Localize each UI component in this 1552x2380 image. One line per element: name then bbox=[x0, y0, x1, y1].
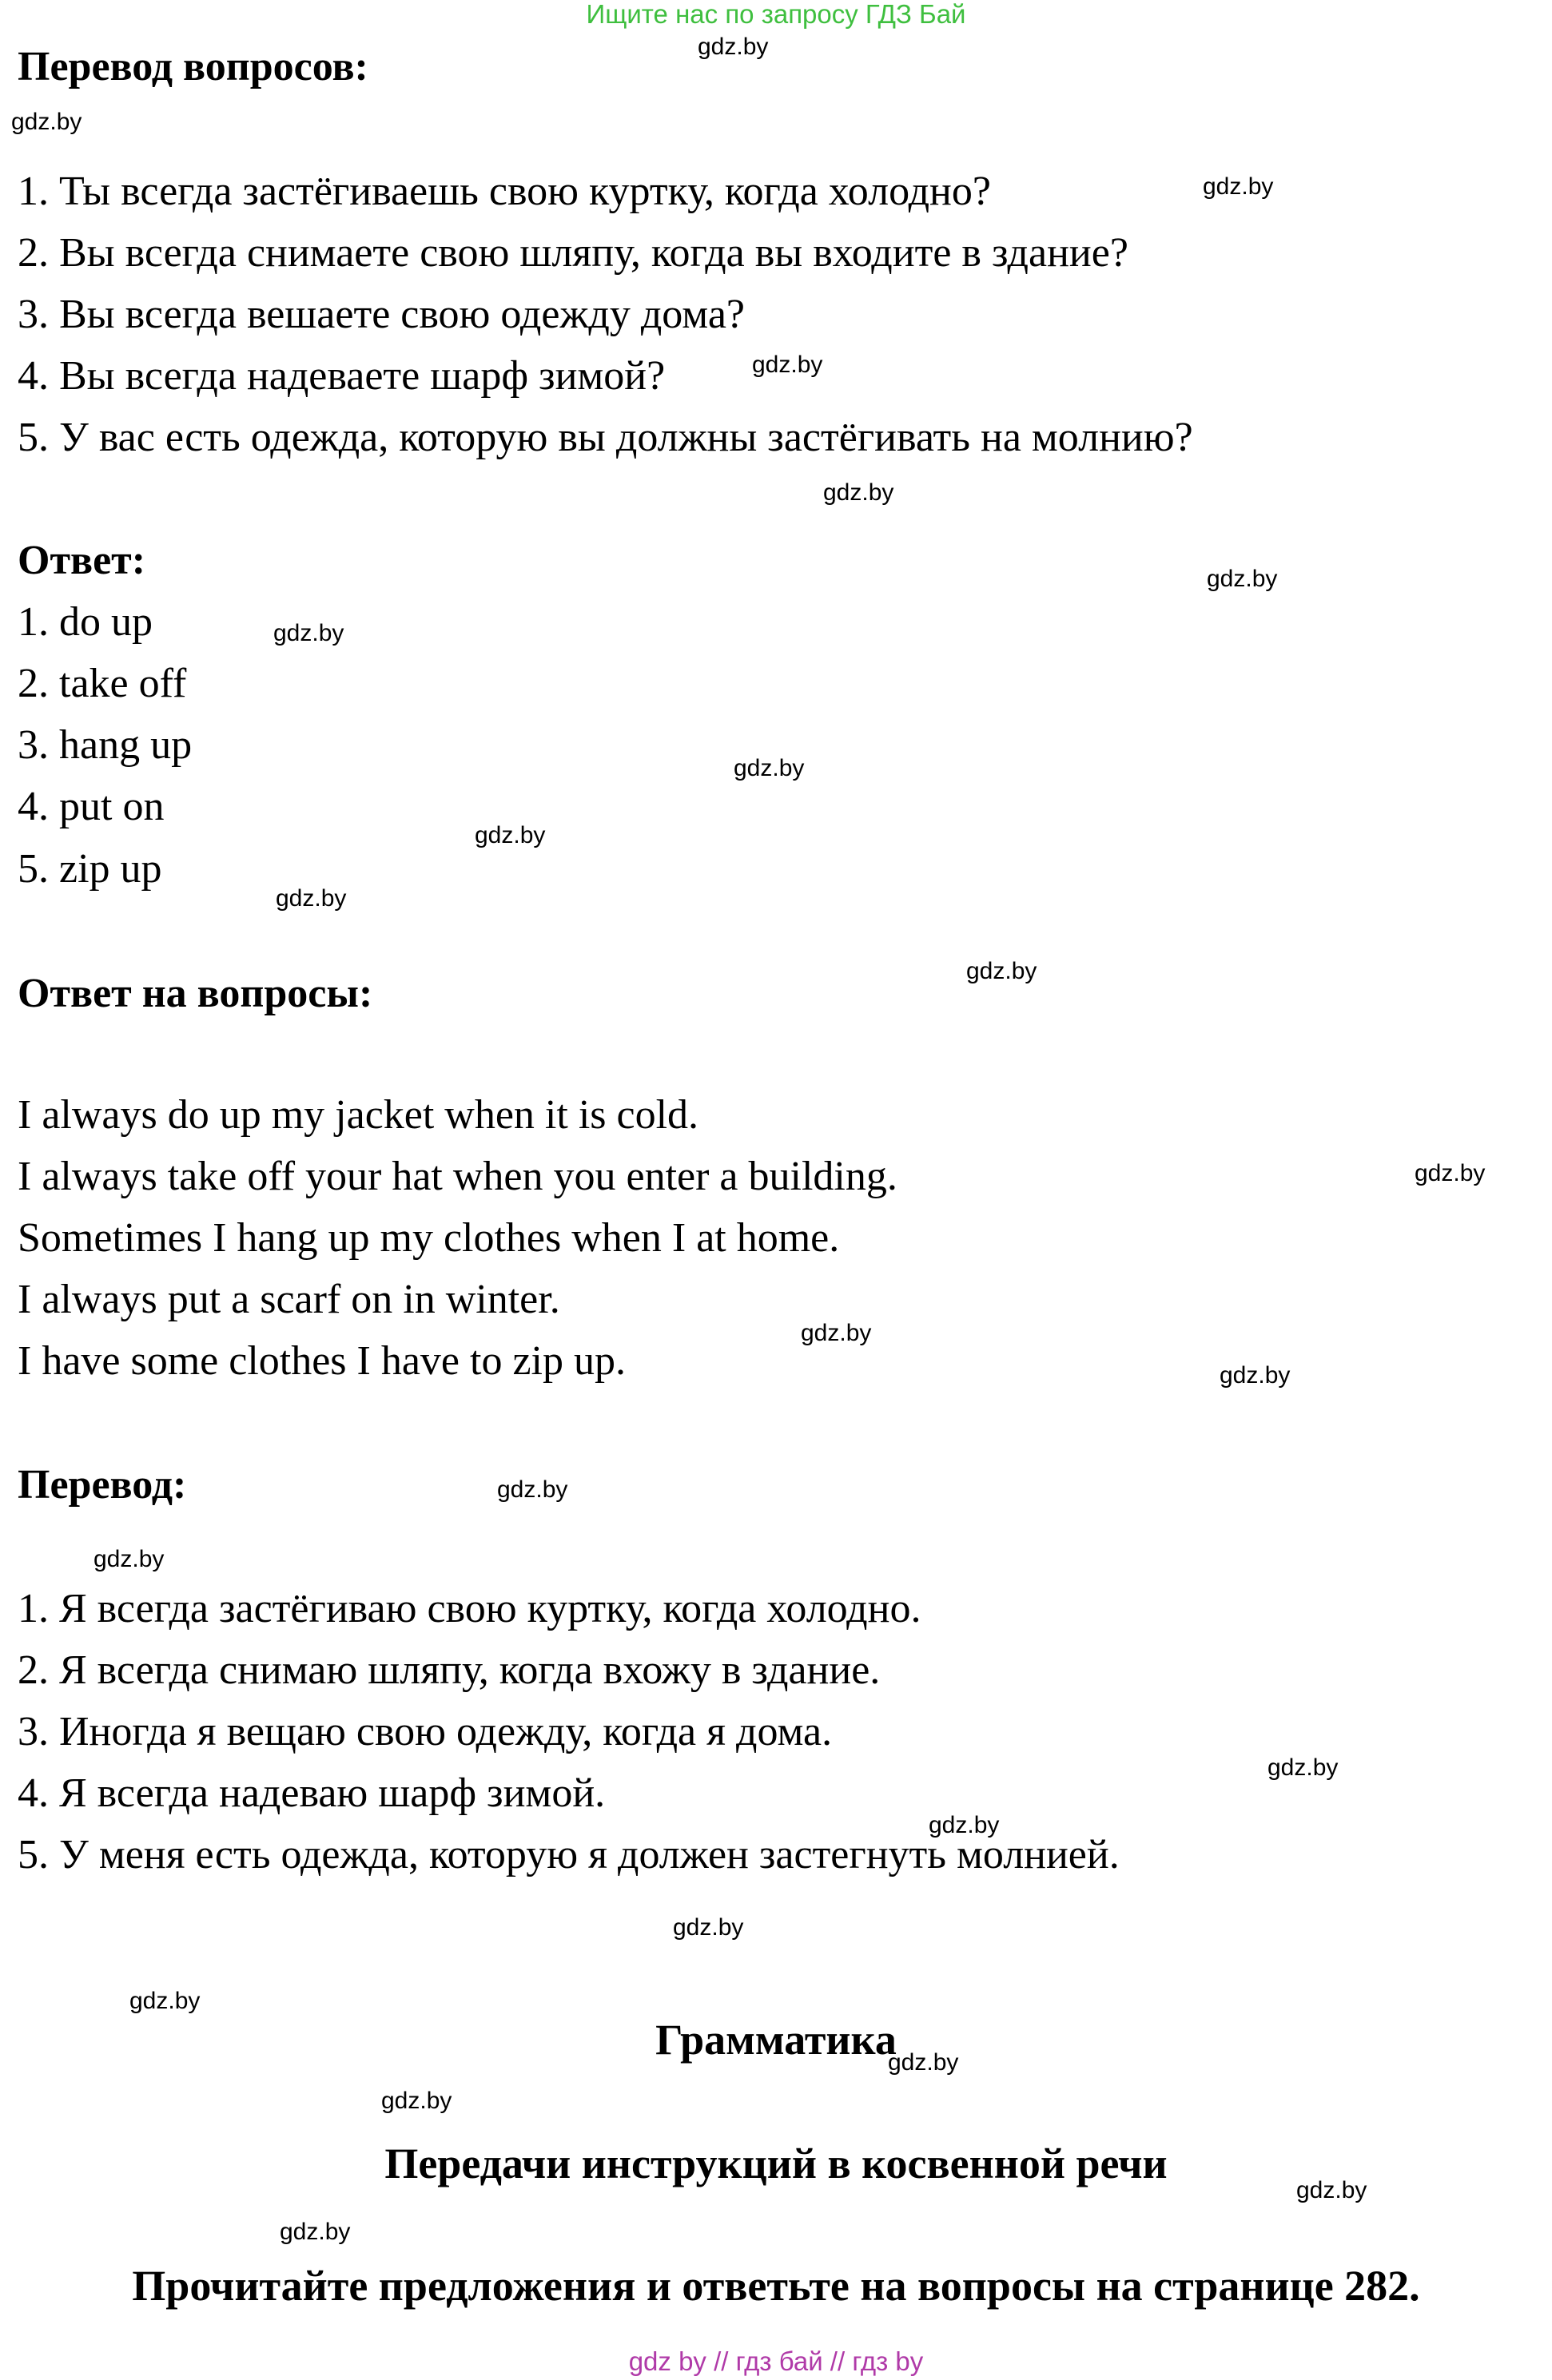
watermark: gdz.by bbox=[11, 109, 82, 135]
watermark: gdz.by bbox=[734, 755, 805, 781]
watermark: gdz.by bbox=[966, 958, 1037, 984]
answers-line-2: I always take off your hat when you enter a building. bbox=[18, 1154, 897, 1199]
watermark: gdz.by bbox=[801, 1320, 872, 1346]
watermark: gdz.by bbox=[673, 1914, 744, 1941]
watermark: gdz.by bbox=[276, 885, 347, 912]
answer-line-1: 1. do up bbox=[18, 599, 153, 645]
watermark: gdz.by bbox=[1267, 1754, 1339, 1781]
watermark: gdz.by bbox=[888, 2049, 959, 2076]
watermark: gdz.by bbox=[1207, 566, 1278, 592]
answer-title: Ответ: bbox=[18, 538, 146, 583]
watermark: gdz.by bbox=[475, 822, 546, 848]
question-translation-line-5: 5. У вас есть одежда, которую вы должны застёгивать на молнию? bbox=[18, 415, 1193, 460]
grammar-title: Грамматика bbox=[655, 2016, 897, 2064]
translation-line-4: 4. Я всегда надеваю шарф зимой. bbox=[18, 1770, 606, 1816]
translation-line-5: 5. У меня есть одежда, которую я должен застегнуть молнией. bbox=[18, 1832, 1120, 1877]
question-translation-line-4: 4. Вы всегда надеваете шарф зимой? bbox=[18, 353, 666, 399]
footer-links: gdz by // гдз бай // гдз by bbox=[628, 2346, 924, 2376]
translation-title: Перевод: bbox=[18, 1462, 187, 1508]
watermark: gdz.by bbox=[129, 1988, 201, 2014]
watermark: gdz.by bbox=[752, 352, 823, 378]
question-translation-title: Перевод вопросов: bbox=[18, 44, 368, 89]
watermark: gdz.by bbox=[823, 479, 894, 506]
answer-line-2: 2. take off bbox=[18, 661, 187, 706]
watermark: gdz.by bbox=[497, 1476, 568, 1503]
watermark: gdz.by bbox=[929, 1812, 1000, 1838]
answers-line-3: Sometimes I hang up my clothes when I at home. bbox=[18, 1215, 840, 1261]
grammar-instruction: Прочитайте предложения и ответьте на вопросы на странице 282. bbox=[132, 2262, 1420, 2310]
answers-line-5: I have some clothes I have to zip up. bbox=[18, 1338, 626, 1384]
answer-line-3: 3. hang up bbox=[18, 722, 193, 768]
watermark: gdz.by bbox=[1296, 2177, 1367, 2203]
watermark: gdz.by bbox=[1203, 173, 1274, 200]
top-banner: Ищите нас по запросу ГДЗ Бай bbox=[586, 0, 966, 29]
watermark: gdz.by bbox=[698, 34, 769, 60]
translation-line-2: 2. Я всегда снимаю шляпу, когда вхожу в здание. bbox=[18, 1647, 881, 1693]
translation-line-3: 3. Иногда я вещаю свою одежду, когда я дома. bbox=[18, 1709, 833, 1754]
watermark: gdz.by bbox=[1415, 1160, 1486, 1186]
answers-to-questions-title: Ответ на вопросы: bbox=[18, 971, 373, 1016]
question-translation-line-3: 3. Вы всегда вешаете свою одежду дома? bbox=[18, 292, 745, 337]
question-translation-line-2: 2. Вы всегда снимаете свою шляпу, когда вы входите в здание? bbox=[18, 230, 1128, 276]
watermark: gdz.by bbox=[273, 620, 344, 646]
grammar-subtitle: Передачи инструкций в косвенной речи bbox=[384, 2140, 1168, 2187]
watermark: gdz.by bbox=[1220, 1362, 1291, 1389]
answers-line-1: I always do up my jacket when it is cold. bbox=[18, 1092, 699, 1138]
answer-line-4: 4. put on bbox=[18, 784, 165, 829]
answers-line-4: I always put a scarf on in winter. bbox=[18, 1277, 560, 1322]
watermark: gdz.by bbox=[381, 2088, 452, 2114]
watermark: gdz.by bbox=[94, 1546, 165, 1572]
watermark: gdz.by bbox=[280, 2219, 351, 2245]
translation-line-1: 1. Я всегда застёгиваю свою куртку, когда холодно. bbox=[18, 1586, 921, 1631]
answer-line-5: 5. zip up bbox=[18, 846, 162, 892]
question-translation-line-1: 1. Ты всегда застёгиваешь свою куртку, когда холодно? bbox=[18, 169, 991, 214]
